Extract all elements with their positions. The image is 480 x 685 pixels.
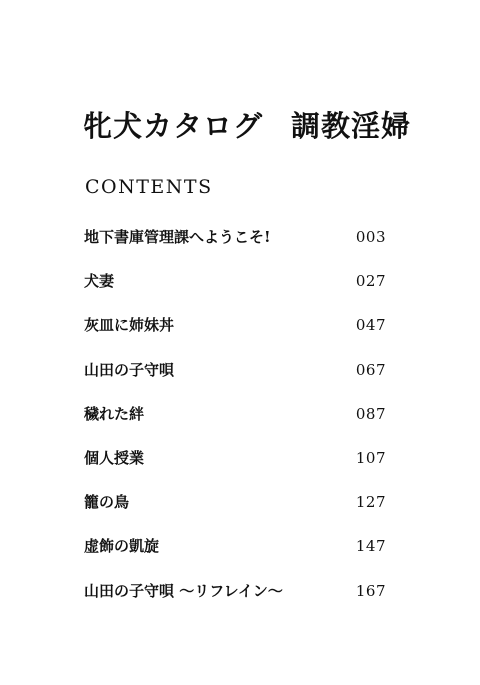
toc-entry[interactable] [84,228,386,272]
toc-entry-title: 犬妻 [84,272,115,291]
book-title [83,109,412,143]
book-title-sub: 調教淫婦 [291,109,412,143]
toc-entry[interactable] [84,316,386,360]
toc-entry[interactable] [84,537,386,581]
toc-entry-title: 地下書庫管理課へようこそ! [84,228,271,246]
toc-entry-title: 穢れた絆 [84,404,145,423]
toc-entry-page: 087 [355,404,386,423]
book-title-main: 牝犬カタログ [83,109,264,143]
toc-entry-page: 067 [355,360,386,379]
toc-entry-title: 籠の鳥 [84,493,130,512]
contents-heading: CONTENTS [85,176,213,198]
toc-entry-page: 107 [355,448,386,467]
toc-entry[interactable] [84,449,386,493]
table-of-contents [84,228,386,626]
toc-entry[interactable] [84,405,386,449]
toc-entry-title: 山田の子守唄 〜リフレイン〜 [84,581,283,600]
toc-entry-title: 灰皿に姉妹丼 [84,316,175,335]
toc-entry[interactable] [84,361,386,405]
toc-entry-title: 個人授業 [84,448,145,467]
toc-entry-title: 山田の子守唄 [84,360,175,379]
toc-entry-page: 147 [355,537,386,556]
toc-entry[interactable] [84,582,386,626]
toc-entry-title: 虚飾の凱旋 [84,537,160,556]
toc-entry[interactable] [84,493,386,537]
toc-entry-page: 127 [355,493,386,512]
toc-entry[interactable] [84,272,386,316]
toc-entry-page: 003 [355,228,386,246]
toc-entry-page: 047 [355,316,386,335]
toc-entry-page: 027 [355,272,386,291]
toc-entry-page: 167 [355,581,386,600]
